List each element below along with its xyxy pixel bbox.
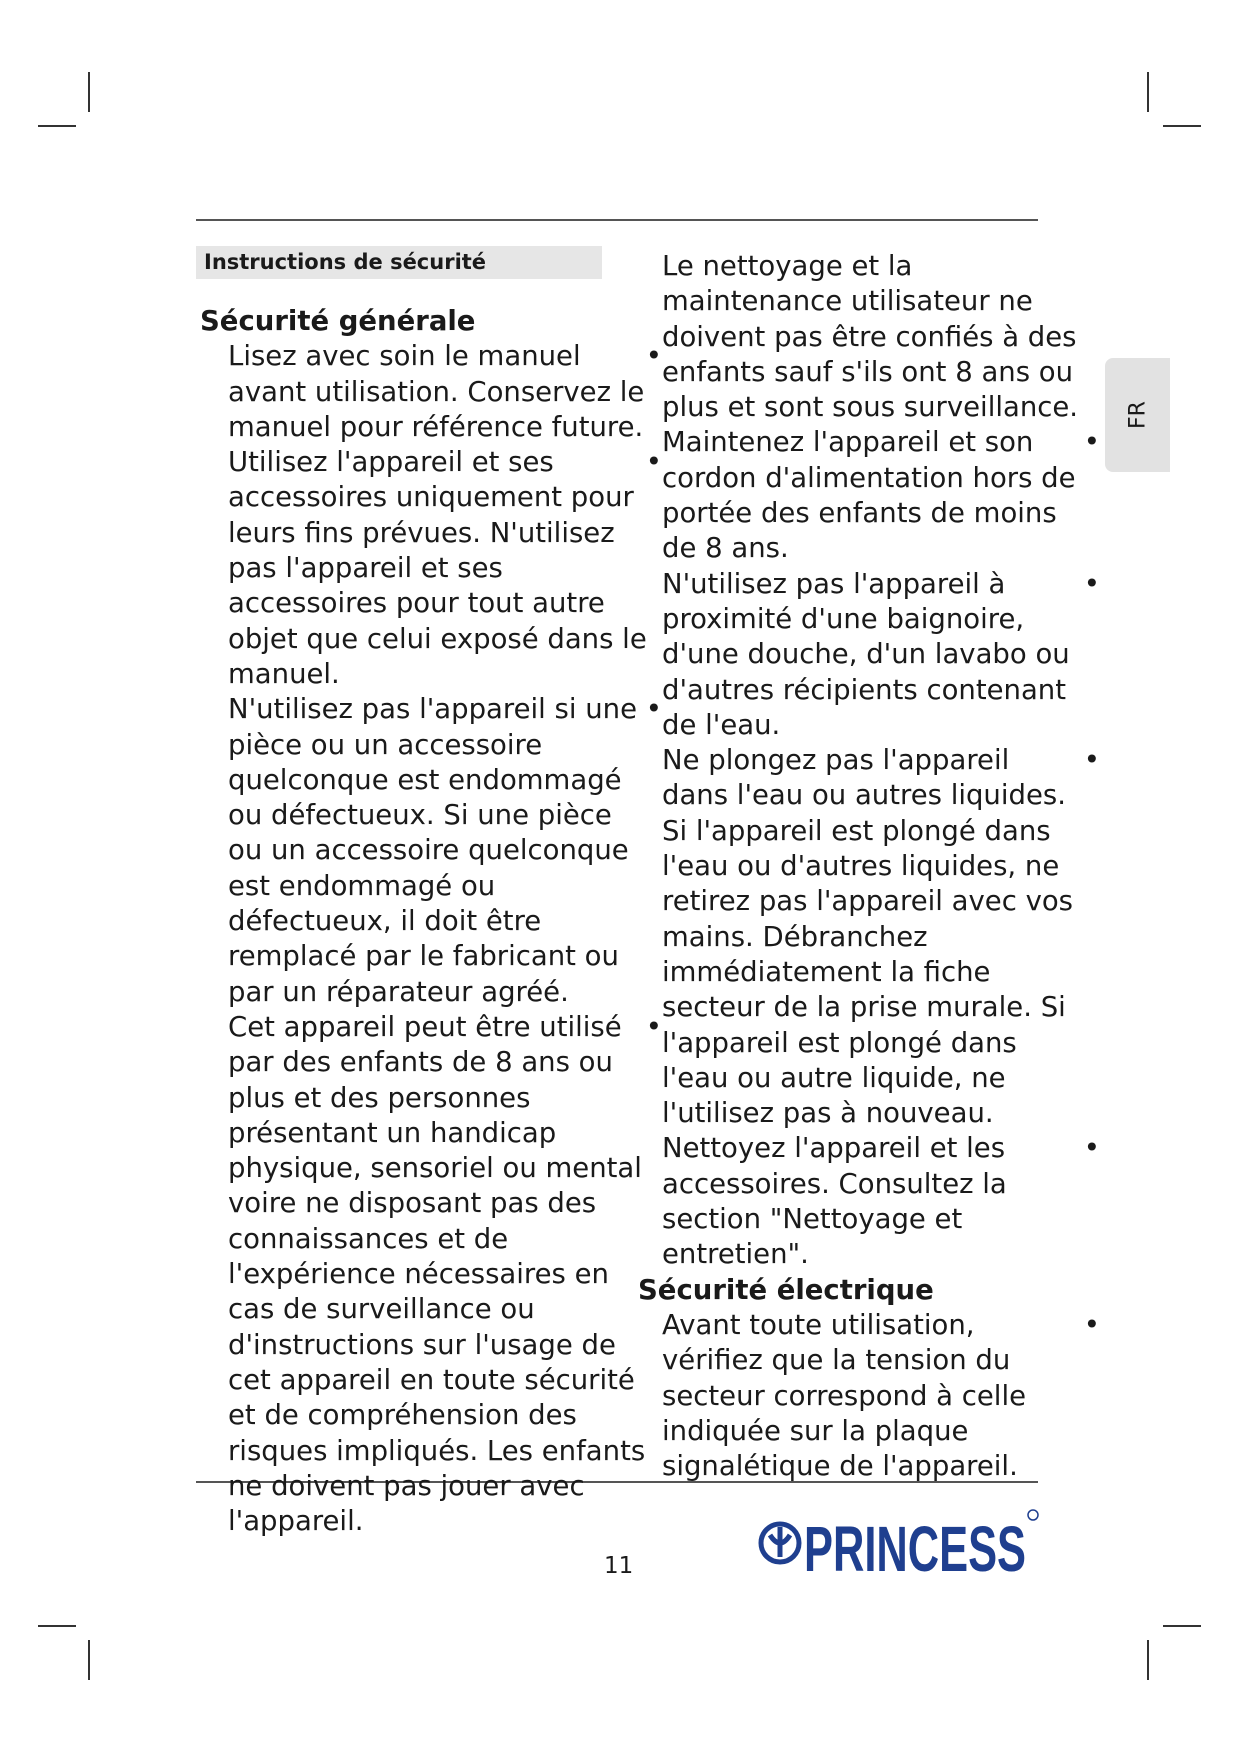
- crop-mark: [1163, 1625, 1201, 1627]
- language-tab: [1105, 358, 1170, 472]
- princess-logo: [758, 1505, 1040, 1585]
- bullet: •: [645, 446, 662, 479]
- list-item-text: Maintenez l'appareil et son cordon d'alimentation hors de portée des enfants de moins de 8 ans.: [662, 426, 1076, 565]
- list-item-text: N'utilisez pas l'appareil à proximité d'une baignoire, d'une douche, d'un lavabo ou d'autres récipients contenant de l'eau.: [662, 567, 1070, 741]
- page-number: 11: [604, 1553, 634, 1579]
- list-item: [662, 1131, 1100, 1272]
- list-item: [228, 339, 670, 445]
- list-item-text: Ne plongez pas l'appareil dans l'eau ou autres liquides. Si l'appareil est plongé dans l'eau ou d'autres liquides, ne retirez pas l'appareil avec vos mains. Débranchez immédiatement la fiche secteur de la prise murale. Si l'appareil est plongé dans l'eau ou autre liquide, ne l'utilisez pas à nouveau.: [662, 744, 1074, 1130]
- section-label: Instructions de sécurité: [196, 246, 602, 279]
- crop-mark: [38, 1625, 76, 1627]
- bullet: •: [1083, 744, 1100, 777]
- crop-mark: [1147, 1640, 1149, 1680]
- list-item-text: N'utilisez pas l'appareil si une pièce ou un accessoire quelconque est endommagé ou défectueux. Si une pièce ou un accessoire quelconque est endommagé ou défectueux, il doit être remplacé par le fabricant ou par un réparateur agréé.: [228, 693, 638, 1008]
- bullet: •: [1083, 1132, 1100, 1165]
- list-item-text: Le nettoyage et la maintenance utilisateur ne doivent pas être confiés à des enfants sauf s'ils ont 8 ans ou plus et sont sous surveillance.: [662, 250, 1079, 424]
- crop-mark: [1163, 125, 1201, 127]
- bullet: •: [1083, 567, 1100, 600]
- list-item-text: Cet appareil peut être utilisé par des enfants de 8 ans ou plus et des personnes présentant un handicap physique, sensoriel ou mental voire ne disposant pas des connaissances et de l'expérience nécessaires en cas de surveillance ou d'instructions sur l'usage de cet appareil en toute sécurité et de compréhension des risques impliqués. Les enfants ne doivent pas jouer avec l'appareil.: [228, 1010, 646, 1538]
- bullet: •: [1083, 426, 1100, 459]
- list-item-text: Lisez avec soin le manuel avant utilisation. Conservez le manuel pour référence future.: [228, 340, 645, 443]
- list-item: [662, 1308, 1100, 1484]
- list-item-continuation: [662, 249, 1100, 425]
- bullet: •: [645, 693, 662, 726]
- crop-mark: [1147, 72, 1149, 112]
- list-item: [662, 567, 1100, 743]
- bullet: •: [1083, 1308, 1100, 1341]
- list-item-text: Nettoyez l'appareil et les accessoires. Consultez la section "Nettoyage et entretien".: [662, 1132, 1007, 1271]
- heading-electrical-safety: Sécurité électrique: [638, 1273, 934, 1306]
- registered-mark-icon: [1028, 1510, 1038, 1520]
- list-item: [662, 743, 1100, 1131]
- bullet: •: [645, 1010, 662, 1043]
- list-item: [228, 445, 670, 692]
- crop-mark: [88, 1640, 90, 1680]
- top-rule: [196, 219, 1038, 221]
- right-column: [640, 249, 1100, 1484]
- brand-wordmark: PRINCESS: [804, 1513, 1026, 1585]
- list-item: [228, 692, 670, 1010]
- language-tab-label: FR: [1125, 401, 1150, 429]
- list-item: [662, 425, 1100, 566]
- list-item: [228, 1010, 670, 1539]
- left-column: [200, 304, 670, 1539]
- crop-mark: [38, 125, 76, 127]
- list-item-text: Avant toute utilisation, vérifiez que la tension du secteur correspond à celle indiquée sur la plaque signalétique de l'appareil.: [662, 1308, 1026, 1483]
- crop-mark: [88, 72, 90, 112]
- princess-emblem-icon: [761, 1524, 799, 1562]
- heading-general-safety: Sécurité générale: [200, 305, 476, 337]
- list-item-text: Utilisez l'appareil et ses accessoires uniquement pour leurs fins prévues. N'utilisez pas l'appareil et ses accessoires pour tout autre objet que celui exposé dans le manuel.: [228, 446, 647, 690]
- bullet: •: [645, 340, 662, 373]
